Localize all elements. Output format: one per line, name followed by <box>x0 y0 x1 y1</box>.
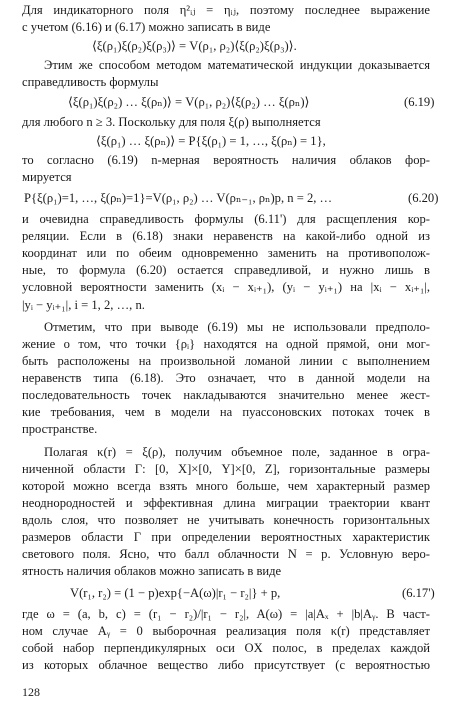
paragraph-line: мируется <box>22 170 72 184</box>
paragraph-line: Полагая κ(r) = ξ(ρ), получим объемное поле, заданное в огра- <box>44 445 430 459</box>
paragraph-line: вдоль слоя, что позволяет не учитывать конечность горизонтальных <box>22 513 430 527</box>
formula: ⟨ξ(ρ₁) … ξ(ρₙ)⟩ = P{ξ(ρ₁) = 1, …, ξ(ρₙ) = 1}, <box>96 134 326 148</box>
paragraph-line: из которых облачное вещество либо присутствует (с вероятностью <box>22 658 430 672</box>
paragraph-line: кие требования, чем в модели на пуассоновских потоках точек в <box>22 405 430 419</box>
paragraph-line: реляции. Если в (6.18) знаки неравенств на какой-либо одной из <box>22 229 430 243</box>
paragraph-line: жение о том, что точки {ρᵢ} находятся на одной прямой, они мог- <box>22 337 430 351</box>
formula: V(r₁, r₂) = (1 − p)exp{−A(ω)|r₁ − r₂|} + p, <box>70 586 281 600</box>
paragraph-line: Отметим, что при выводе (6.19) мы не использовали предполо- <box>44 320 430 334</box>
paragraph-line: |yᵢ − yᵢ₊₁|, i = 1, 2, …, n. <box>22 298 145 312</box>
paragraph-line: последовательность точек накладываются значительно менее жест- <box>22 388 430 402</box>
paragraph-line: пространстве. <box>22 422 98 436</box>
paragraph-line: неравенств типа (6.18). Это означает, что в данной модели на <box>22 371 430 385</box>
paragraph-line: светового поля. Ясно, что балл облачности N = p. Условную веро- <box>22 547 430 561</box>
paragraph-line: которой можно всегда взять много больше, чем характерный размер <box>22 479 430 493</box>
paragraph-line: быть расположены на произвольной ломаной линии с выполнением <box>22 354 430 368</box>
paragraph-line: условной вероятности заменить (xᵢ − xᵢ₊₁), (yᵢ − yᵢ₊₁) на |xᵢ − xᵢ₊₁|, <box>22 280 430 294</box>
paragraph-line: неоднородностей и эффективная длина миграции траектории квант <box>22 496 430 510</box>
page-number: 128 <box>22 685 40 699</box>
paragraph-line: ятность наличия облаков можно записать в виде <box>22 564 282 578</box>
equation-number: (6.19) <box>404 95 435 109</box>
paragraph-line: для любого n ≥ 3. Поскольку для поля ξ(ρ) выполняется <box>22 115 321 129</box>
paragraph-line: координат или по обеим одновременно заменить на противополож- <box>22 246 430 260</box>
paragraph-line: справедливость формулы <box>22 75 159 89</box>
formula: ⟨ξ(ρ₁)ξ(ρ₂) … ξ(ρₙ)⟩ = V(ρ₁, ρ₂)⟨ξ(ρ₂) … ξ(ρₙ)⟩ <box>68 95 310 109</box>
formula: P{ξ(ρ₁)=1, …, ξ(ρₙ)=1}=V(ρ₁, ρ₂) … V(ρₙ₋₁, ρₙ)p, n = 2, … <box>24 191 333 205</box>
paragraph-line: ном случае Aᵧ = 0 выборочная реализация поля κ(r) представляет <box>22 624 430 638</box>
paragraph-line: то согласно (6.19) n-мерная вероятность наличия облаков фор- <box>22 153 430 167</box>
paragraph-line: ные, то формула (6.20) остается справедливой, и нужно лишь в <box>22 263 430 277</box>
equation-number: (6.17') <box>402 586 435 600</box>
paragraph-line: Этим же способом методом математической индукции доказывается <box>44 58 430 72</box>
paragraph-line: и очевидна справедливость формулы (6.11') для расщепления кор- <box>22 212 430 226</box>
paragraph-line: ниченной области Γ: [0, X]×[0, Y]×[0, Z], горизонтальные размеры <box>22 462 430 476</box>
paragraph-line: где ω = (a, b, c) = (r₁ − r₂)/|r₁ − r₂|, A(ω) = |a|Aₓ + |b|Aᵧ. В част- <box>22 607 430 621</box>
formula: ⟨ξ(ρ₁)ξ(ρ₂)ξ(ρ₃)⟩ = V(ρ₁, ρ₂)⟨ξ(ρ₂)ξ(ρ₃)⟩. <box>92 39 297 53</box>
paragraph-line: с учетом (6.16) и (6.17) можно записать в виде <box>22 20 271 34</box>
paragraph-line: Для индикаторного поля η²ᵢⱼ = ηᵢⱼ, поэтому последнее выражение <box>22 3 430 17</box>
equation-number: (6.20) <box>408 191 439 205</box>
paragraph-line: размеров области Γ при определении вероятностных характеристик <box>22 530 430 544</box>
paragraph-line: собой набор перпендикулярных оси OX полос, в пределах каждой <box>22 641 430 655</box>
